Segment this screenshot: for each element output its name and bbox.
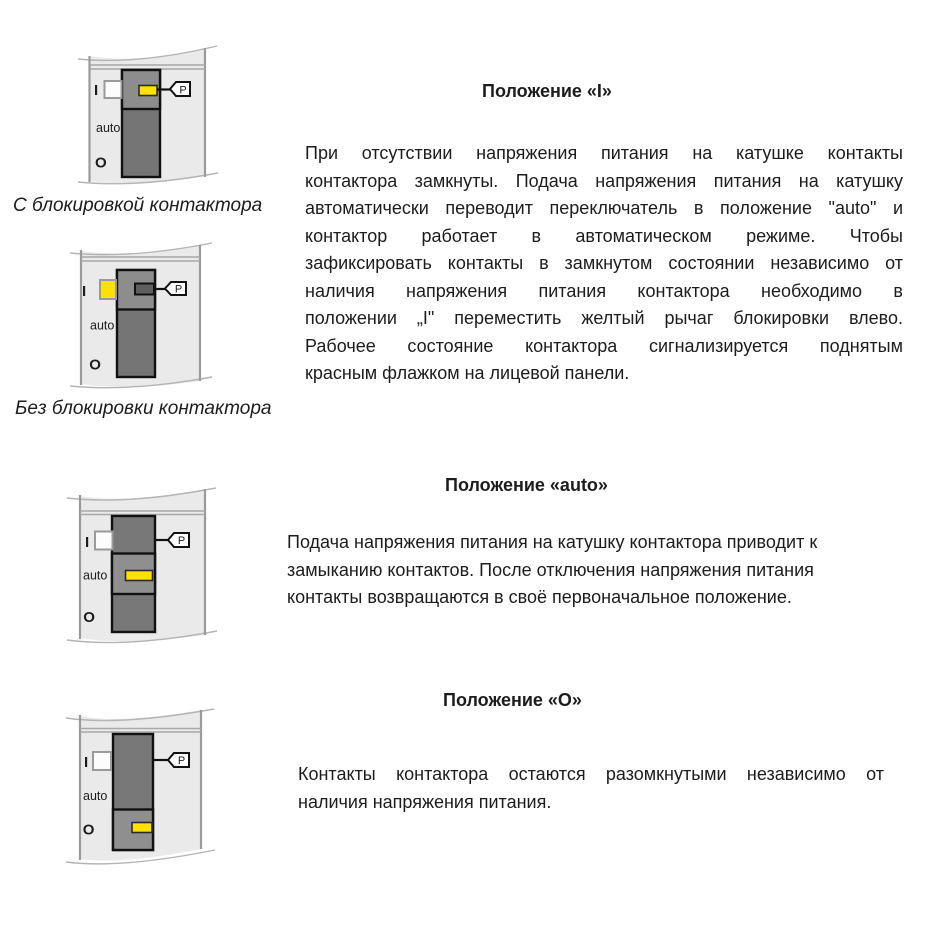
callout-tag-label: P — [179, 84, 187, 97]
figure-position-o — [60, 700, 235, 875]
paragraph-line: контактора замкнуты. Подача напряжения питания на катушку — [305, 170, 903, 191]
yellow-lock-lever — [139, 86, 157, 96]
yellow-lock-lever — [126, 571, 153, 581]
paragraph-line: контакты возвращаются в своё первоначальное положение. — [287, 587, 792, 607]
paragraph-line: При отсутствии напряжения питания на катушке контакты — [305, 143, 903, 163]
position-auto-label: auto — [83, 568, 108, 583]
position-i-label: I — [82, 283, 87, 300]
section-paragraph-position-o — [298, 761, 884, 816]
position-i-label: I — [85, 534, 90, 551]
figure-contactor-with-lock — [60, 35, 225, 195]
paragraph-line: Подача напряжения питания на катушку контактора приводит к — [287, 532, 818, 552]
callout-tag-label: P — [174, 283, 183, 296]
figure-caption-with-lock: С блокировкой контактора — [13, 195, 263, 216]
yellow-lock-lever-moved-left — [100, 280, 116, 299]
lock-slot-left — [105, 81, 122, 98]
position-auto-label: auto — [96, 121, 121, 135]
position-o-label: O — [82, 821, 95, 839]
paragraph-line: Контакты контактора остаются разомкнутыми независимо от — [298, 764, 884, 784]
position-auto-label: auto — [90, 318, 115, 333]
yellow-lock-lever — [132, 823, 152, 833]
callout-tag-label: P — [177, 535, 186, 547]
paragraph-line: наличия напряжения питания. — [298, 791, 552, 812]
paragraph-line: наличия напряжения питания контактора необходимо в — [305, 280, 903, 301]
paragraph-line: автоматически переводит переключатель в положение "auto" и — [305, 198, 903, 218]
paragraph-line: зафиксировать контакты в замкнутом состоянии независимо от — [305, 253, 903, 273]
paragraph-line: контактор работает в автоматическом режиме. Чтобы — [305, 225, 903, 246]
position-o-label: O — [95, 154, 107, 172]
lock-slot-left — [95, 532, 113, 550]
figure-caption-without-lock: Без блокировки контактора — [15, 398, 272, 419]
paragraph-line: замыканию контактов. После отключения напряжения питания — [287, 559, 814, 580]
paragraph-line: положении „I" переместить желтый рычаг блокировки влево. — [305, 308, 903, 328]
figure-contactor-without-lock — [60, 235, 225, 400]
section-heading-position-auto: Положение «auto» — [445, 475, 608, 495]
position-auto-label: auto — [83, 789, 108, 803]
section-paragraph-position-i — [305, 140, 903, 388]
lock-slot-left — [93, 752, 111, 770]
position-i-label: I — [94, 82, 99, 99]
paragraph-line: Рабочее состояние контактора сигнализируется поднятым — [305, 335, 903, 356]
section-heading-position-i: Положение «I» — [482, 81, 612, 101]
section-paragraph-position-auto — [287, 529, 887, 612]
position-o-label: O — [83, 609, 95, 626]
empty-lever-slot — [135, 284, 154, 295]
figure-position-auto — [60, 480, 235, 655]
section-heading-position-o: Положение «О» — [443, 690, 582, 710]
callout-tag-label: P — [177, 755, 186, 767]
position-o-label: O — [89, 356, 101, 374]
position-i-label: I — [84, 754, 89, 771]
paragraph-line: красным флажком на лицевой панели. — [305, 363, 630, 383]
